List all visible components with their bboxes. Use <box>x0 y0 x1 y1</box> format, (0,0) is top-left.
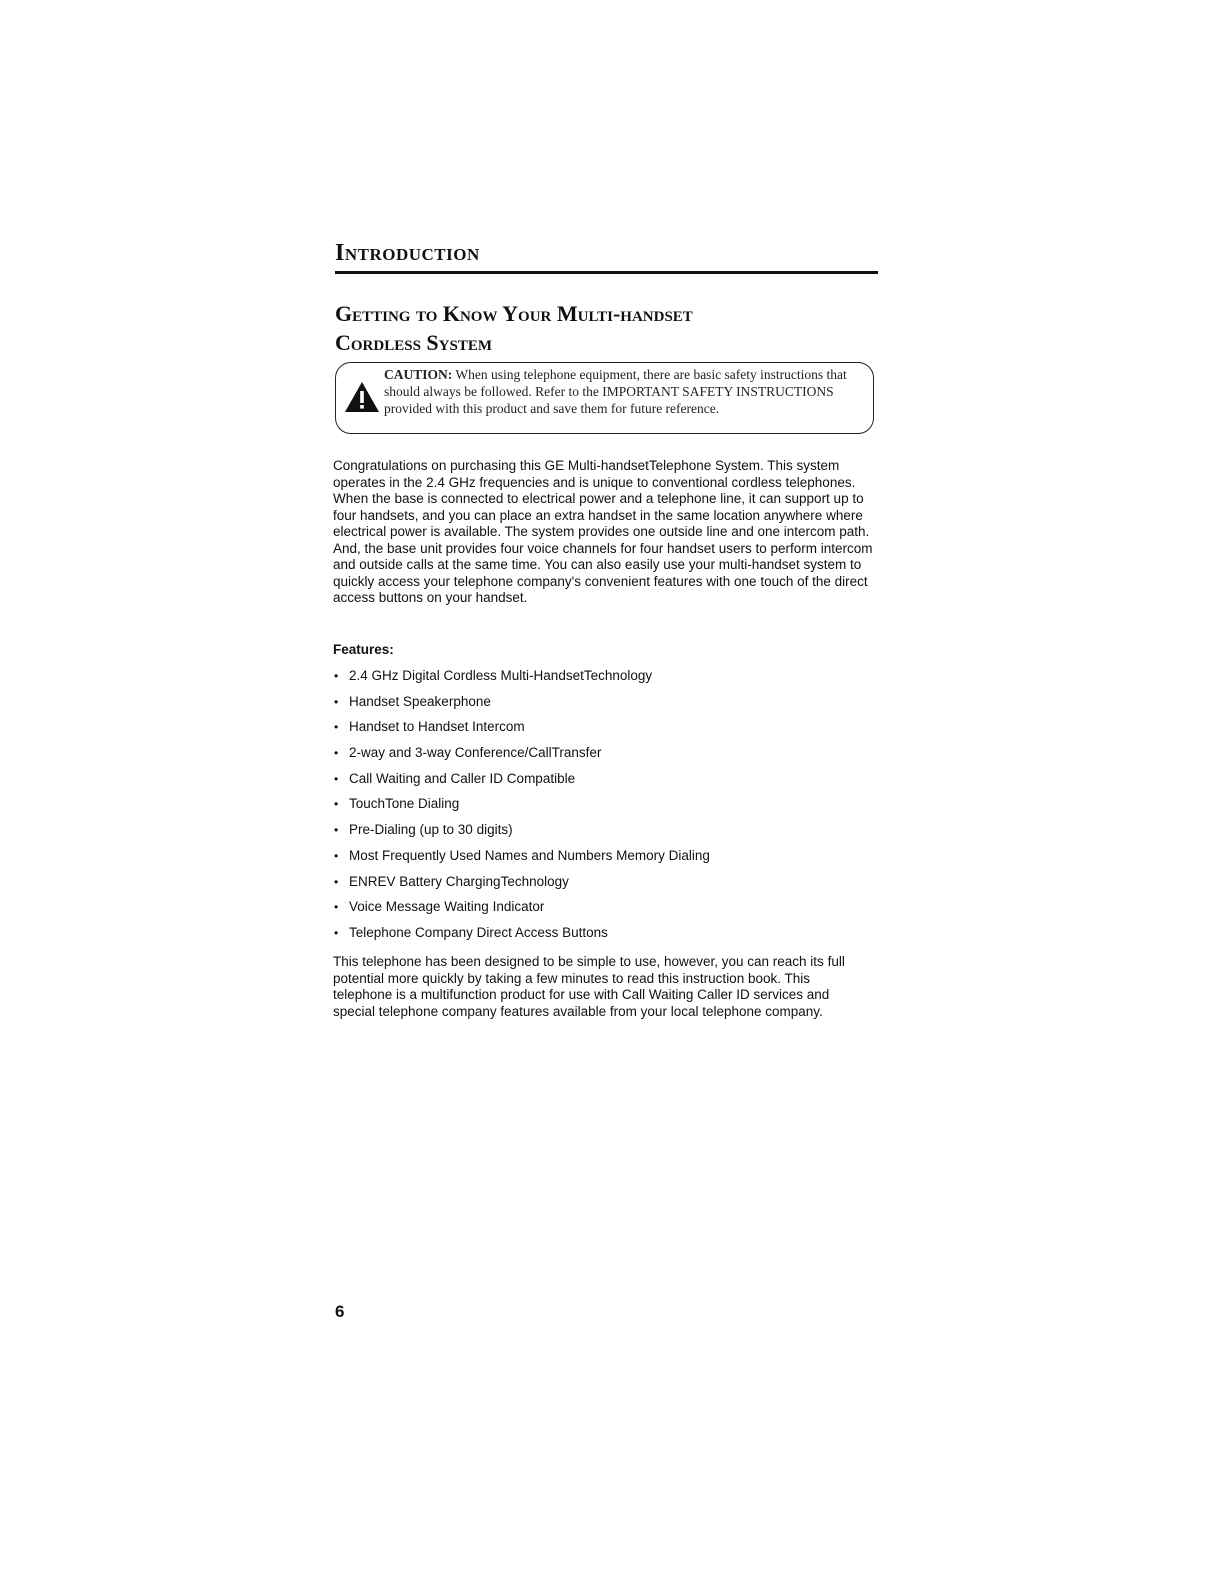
page-number: 6 <box>335 1302 345 1321</box>
subtitle-line-2: Cordless System <box>335 330 492 355</box>
section-title: Introduction <box>335 240 480 266</box>
intro-paragraph: Congratulations on purchasing this GE Multi-handsetTelephone System. This system operates in the 2.4 GHz frequencies and is unique to conventional cordless telephones. When the base is connected to electrical power and a telephone line, it can support up to four handsets, and you can place an extra handset in the same location anywhere where electrical power is available. The system provides one outside line and one intercom path. And, the base unit provides four voice channels for four handset users to perform intercom and outside calls at the same time. You can also easily use your multi-handset system to quickly access your telephone company's convenient features with one touch of the direct access buttons on your handset. <box>333 458 873 605</box>
section-divider <box>335 271 878 274</box>
feature-item: • Pre-Dialing (up to 30 digits) <box>333 821 710 847</box>
caution-message <box>384 366 864 417</box>
caution-label: CAUTION: <box>384 367 453 382</box>
features-heading: Features: <box>333 642 394 657</box>
subtitle-line-1: Getting to Know Your Multi-handset <box>335 301 693 326</box>
caution-box <box>335 362 874 434</box>
feature-item: • Telephone Company Direct Access Buttons <box>333 924 710 950</box>
feature-item: • Call Waiting and Caller ID Compatible <box>333 770 710 796</box>
feature-item: • Voice Message Waiting Indicator <box>333 898 710 924</box>
feature-item: • Most Frequently Used Names and Numbers Memory Dialing <box>333 847 710 873</box>
feature-item: • ENREV Battery ChargingTechnology <box>333 873 710 899</box>
closing-paragraph: This telephone has been designed to be simple to use, however, you can reach its full potential more quickly by taking a few minutes to read this instruction book. This telephone is a multifunction product for use with Call Waiting Caller ID services and special telephone company features available from your local telephone company. <box>333 954 845 1019</box>
feature-item: • 2.4 GHz Digital Cordless Multi-HandsetTechnology <box>333 667 710 693</box>
feature-item: • TouchTone Dialing <box>333 795 710 821</box>
caution-text: When using telephone equipment, there are basic safety instructions that should always be followed. Refer to the IMPORTANT SAFETY INSTRUCTIONS provided with this product and save them for future reference. <box>384 367 847 416</box>
feature-item: • 2-way and 3-way Conference/CallTransfer <box>333 744 710 770</box>
features-list <box>333 667 710 950</box>
page-subtitle <box>335 299 875 357</box>
feature-item: • Handset Speakerphone <box>333 693 710 719</box>
warning-triangle-icon <box>344 381 380 413</box>
feature-item: • Handset to Handset Intercom <box>333 718 710 744</box>
